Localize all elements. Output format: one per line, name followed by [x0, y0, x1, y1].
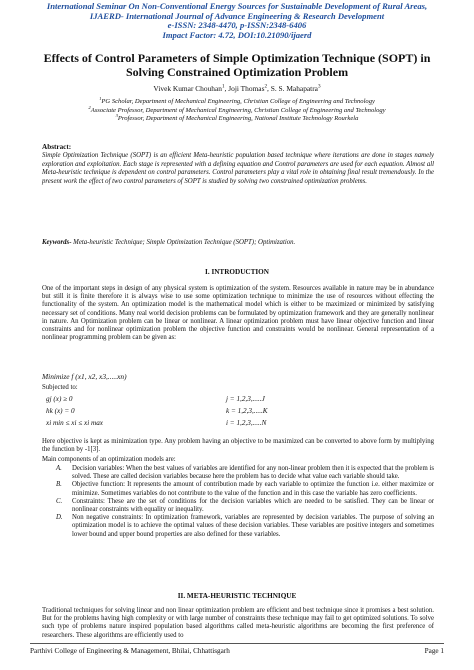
header-line-3: e-ISSN: 2348-4470, p-ISSN:2348-6406 — [167, 20, 307, 31]
list-item: A. Decision variables: When the best values of variables are identified for any non-linear problem then it is expected that the problem is solved. These are called decision variables because here the problem has to decide what value each variable should take. — [56, 465, 434, 481]
author-2: Joji Thomas — [228, 84, 265, 93]
footer-institution: Parthivi College of Engineering & Management, Bhilai, Chhattisgarh — [30, 647, 230, 655]
affiliations — [0, 95, 474, 124]
header-line-1: International Seminar On Non-Conventional Energy Sources for Sustainable Development of Rural Areas, — [46, 1, 428, 11]
constraint-1-range: j = 1,2,3,.....J — [226, 395, 265, 403]
constraint-3-range: i = 1,2,3,.....N — [226, 419, 267, 427]
constraint-3-expression: xi min ≤ xi ≤ xi max — [46, 419, 103, 427]
keywords — [42, 239, 434, 246]
keywords-text: Meta-heuristic Technique; Simple Optimization Technique (SOPT); Optimization. — [73, 239, 296, 246]
intro-paragraph-2: Here objective is kept as minimization type. Any problem having an objective to be maximized can be converted to above form by multiplying the function by -1[3]. — [42, 438, 434, 454]
header-line-4: Impact Factor: 4.72, DOI:10.21090/ijaerd — [162, 29, 312, 40]
intro-paragraph-3: Main components of an optimization models are: — [42, 456, 176, 463]
list-item: B. Objective function: It represents the amount of contribution made by each variable to optimize the function i.e. either maximize or minimize. Sometimes variables do not contribute to the value of the function and in this case the variable has zero coefficients. — [56, 481, 434, 497]
paper-title: Effects of Control Parameters of Simple Optimization Technique (SOPT) in Solving Constrained Optimization Problem — [43, 51, 431, 79]
author-3: S. S. Mahapatra — [270, 84, 318, 93]
affiliation-1: $^1$PG Scholar, Department of Mechanical Engineering, Christian College of Engineering and Technology — [99, 95, 375, 105]
footer-divider — [30, 643, 444, 644]
list-item: D. Non negative constraints: In optimization framework, variables are represented by decision variables. The purpose of solving an optimization model is to achieve the optimal values of these decision variables. These variables are positive integers and sometimes lower bound and upper bound properties are also defined for these variables. — [56, 514, 434, 538]
author-1: Vivek Kumar Chouhan — [153, 84, 222, 93]
page-number: Page 1 — [424, 647, 444, 655]
components-list — [42, 465, 434, 539]
intro-paragraph-1: One of the important steps in design of any physical system is optimization of the system. Resources available in nature may be in abundance but still it is finite therefore it is always wise to use some optimization technique to minimize the use of resources without effecting the functionality of the system. An optimization model is the mathematical model which is either to be maximized or minimized by satisfying necessary set of conditions. Many real world decision problems can be formulated by optimization framework and they are generally nonlinear in nature. An Optimization problem can be linear or nonlinear. A linear optimization problem must have linear objective function and linear constraints and for nonlinear optimization problem the objective function and constraints would be nonlinear. General representation of a nonlinear programming problem can be given as: — [42, 285, 434, 342]
constraint-2-expression: hk (x) = 0 — [46, 407, 75, 415]
subject-to-label: Subjected to: — [42, 384, 78, 391]
abstract-heading: Abstract: — [42, 143, 72, 151]
keywords-label: Keywords- — [42, 239, 72, 246]
list-item: C. Constraints: These are the set of conditions for the decision variables which are needed to be satisfied. They can be linear or nonlinear constraints with equality or inequality. — [56, 497, 434, 514]
meta-heuristic-paragraph-1: Traditional techniques for solving linear and non linear optimization problem are efficient and best technique since it promises a best solution. But for the problems having high complexity or with large number of constraints these technique may fail to get optimized solutions. To solve such type of problems nature inspired population based algorithms called meta-heuristic algorithms are becoming the first preference of researchers. These algorithms are efficiently used to — [42, 607, 434, 639]
constraint-1-expression: gj (x) ≥ 0 — [46, 395, 73, 403]
constraint-2-range: k = 1,2,3,.....K — [226, 407, 268, 415]
page-footer — [30, 647, 444, 655]
header-line-2: IJAERD- International Journal of Advance Engineering & Research Development — [89, 10, 385, 21]
section-heading-meta-heuristic: II. META-HEURISTIC TECHNIQUE — [177, 592, 297, 600]
journal-header — [0, 2, 474, 40]
author-list: Vivek Kumar Chouhan$^1$, Joji Thomas$^2$, S. S. Mahapatra$^3$ — [153, 83, 321, 93]
section-heading-introduction: I. INTRODUCTION — [205, 268, 269, 276]
objective-function: Minimize f (x1, x2, x3,.....xn) — [42, 372, 127, 381]
affiliation-3: $^3$Professor, Department of Mechanical Engineering, National Institute Technology Rourkela — [115, 113, 359, 123]
abstract-body: Simple Optimization Technique (SOPT) is an efficient Meta-heuristic population based technique where iterations are done in stages namely exploration and exploitation. Each stage is represented with a defining equation and Control parameters are used for each equation. Almost all Meta-heuristic technique is dependent on control parameters. Control parameters play a vital role in obtaining final result tremendously. In the present work the effect of two control parameters of SOPT is studied by solving two constrained optimization problems. — [42, 152, 434, 186]
affiliation-2: $^2$Associate Professor, Department of Mechanical Engineering, Christian College of Engineering and Technology — [88, 104, 386, 114]
